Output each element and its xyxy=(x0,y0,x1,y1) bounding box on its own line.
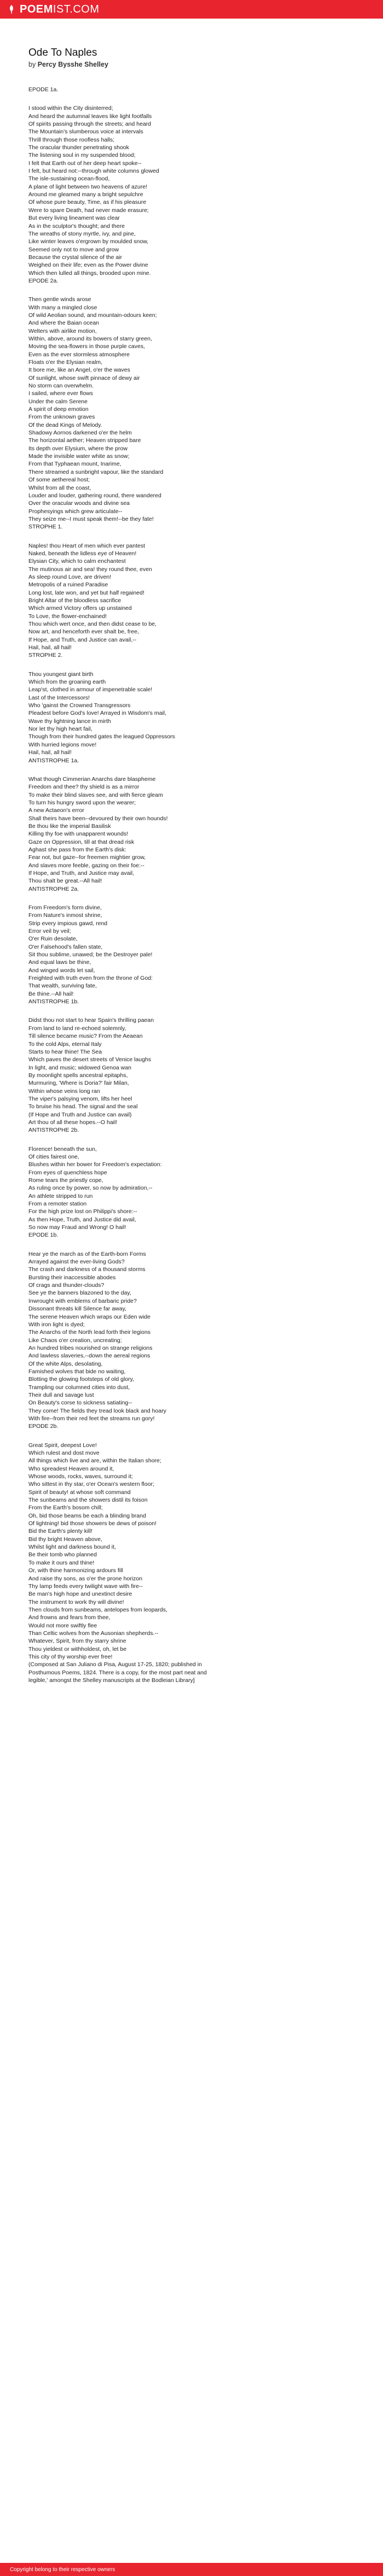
poem-line: Of some aethereal host; xyxy=(28,477,90,484)
poem-line: Elysian City, which to calm enchantest xyxy=(28,558,126,565)
poem-line: Naked, beneath the lidless eye of Heaven! xyxy=(28,550,137,557)
poem-line: Pleadest before God's love! Arrayed in Wisdom's mail, xyxy=(28,710,167,717)
poem-line: To bruise his head. The signal and the seal xyxy=(28,1103,138,1110)
poem-line: The crash and darkness of a thousand storms xyxy=(28,1266,146,1273)
poem-line: A new Actaeon's error xyxy=(28,807,84,814)
poem-line: From Nature's inmost shrine, xyxy=(28,912,102,919)
site-logo[interactable] xyxy=(7,3,100,16)
poem-line: Which rulest and dost move xyxy=(28,1450,100,1456)
poem-line: Of crags and thunder-clouds? xyxy=(28,1282,105,1289)
poem-line: Gaze on Oppression, till at that dread risk xyxy=(28,838,135,845)
main-content xyxy=(0,47,383,1684)
poem-line: Of lightning! bid those showers be dews of poison! xyxy=(28,1520,157,1527)
poem-section xyxy=(28,277,355,523)
poem-line: From eyes of quenchless hope xyxy=(28,1169,107,1176)
poem-line: Inwrought with emblems of barbaric pride? xyxy=(28,1297,137,1304)
poem-line: To Love, the flower-enchained! xyxy=(28,613,107,620)
poem-line: Nor let thy high heart fail, xyxy=(28,726,92,733)
poem-line: Around me gleamed many a bright sepulchre xyxy=(28,191,143,198)
poem-line: I sailed, where ever flows xyxy=(28,390,93,397)
poem-line: Be man's high hope and unextinct desire xyxy=(28,1591,132,1598)
poem-line: The mutinous air and sea! they round thee, even xyxy=(28,566,152,573)
poem-line: What though Cimmerian Anarchs dare blaspheme xyxy=(28,775,156,783)
poem-line: Murmuring, 'Where is Doria?' fair Milan, xyxy=(28,1080,129,1087)
poem-line: I felt, but heard not:--through white columns glowed xyxy=(28,168,159,175)
poem-line: Moving the sea-flowers in those purple caves, xyxy=(28,343,146,350)
poem-line: Prophesyings which grew articulate-- xyxy=(28,508,123,515)
poem-line: Because the crystal silence of the air xyxy=(28,254,123,261)
poem-line: Or, with thine harmonizing ardours fill xyxy=(28,1567,123,1574)
poem-line: Louder and louder, gathering round, there wandered xyxy=(28,492,161,499)
poem-line: Blotting the glowing footsteps of old glory, xyxy=(28,1376,135,1383)
poem-line: Thou youngest giant birth xyxy=(28,671,94,678)
poem-line: As then Hope, Truth, and Justice did avail, xyxy=(28,1216,136,1223)
poem-line: Though from their hundred gates the leagued Oppressors xyxy=(28,733,175,740)
poem-line: With hurried legions move! xyxy=(28,741,97,748)
poem-line: Under the calm Serene xyxy=(28,398,88,405)
poem-line: Till silence became music? From the Aeaean xyxy=(28,1033,143,1040)
poem-line: Posthumous Poems, 1824. There is a copy, for the most part neat and xyxy=(28,1669,207,1676)
poem-line: Sit thou sublime, unawed; be the Destroyer pale! xyxy=(28,951,153,958)
poem-line: Like winter leaves o'ergrown by moulded snow, xyxy=(28,238,149,245)
poem-body xyxy=(28,86,355,1684)
section-heading: STROPHE 1. xyxy=(28,524,63,531)
poem-line: To the cold Alps, eternal Italy xyxy=(28,1040,102,1048)
poem-line: Starts to hear thine! The Sea xyxy=(28,1048,102,1055)
poem-section xyxy=(28,757,355,885)
poem-line: Like Chaos o'er creation, uncreating; xyxy=(28,1337,122,1344)
poem-line: If Hope, and Truth, and Justice can avail,-- xyxy=(28,636,137,643)
poem-line: An hundred tribes nourished on strange religions xyxy=(28,1344,153,1351)
poem-line: I stood within the City disinterred; xyxy=(28,105,113,112)
poem-line: The Anarchs of the North lead forth their legions xyxy=(28,1329,150,1336)
poem-line: And lawless slaveries,--down the aereal regions xyxy=(28,1352,150,1360)
poem-line: Aghast she pass from the Earth's disk: xyxy=(28,846,126,853)
section-heading: ANTISTROPHE 2a. xyxy=(28,885,79,892)
poem-line: Bid the Earth's plenty kill! xyxy=(28,1528,92,1535)
poem-line: It bore me, like an Angel, o'er the waves xyxy=(28,367,130,374)
section-heading: STROPHE 2. xyxy=(28,652,63,659)
poem-line: Thrill through those roofless halls; xyxy=(28,136,114,143)
poem-line: Oh, bid those beams be each a blinding brand xyxy=(28,1512,146,1519)
poem-line: An athlete stripped to run xyxy=(28,1192,93,1199)
poem-line: Blushes within her bower for Freedom's expectation: xyxy=(28,1161,162,1168)
poem-line: Thy lamp feeds every twilight wave with fire-- xyxy=(28,1583,143,1590)
poem-line: Their dull and savage lust xyxy=(28,1391,94,1398)
poem-line: (Composed at San Juliano di Pisa, August 17-25, 1820; published in xyxy=(28,1661,202,1668)
poem-line: Who 'gainst the Crowned Transgressors xyxy=(28,702,131,709)
poem-line: Who spreadest Heaven around it, xyxy=(28,1465,114,1472)
poem-line: From that Typhaean mount, Inarime, xyxy=(28,461,121,468)
poem-line: From the unknown graves xyxy=(28,414,95,421)
poem-line: And raise thy sons, as o'er the prone horizon xyxy=(28,1575,143,1582)
feather-pen-icon xyxy=(7,4,16,14)
poem-line: Wave thy lightning lance in mirth xyxy=(28,717,111,725)
copyright-text: Copyright belong to their respective owners xyxy=(10,2566,115,2573)
poem-section xyxy=(28,998,355,1126)
section-heading: ANTISTROPHE 1b. xyxy=(28,998,79,1005)
footer xyxy=(0,2563,383,2576)
poem-line: Which paves the desert streets of Venice laughs xyxy=(28,1056,152,1063)
poem-section xyxy=(28,651,355,756)
poem-line: Long lost, late won, and yet but half regained! xyxy=(28,589,144,596)
poem-line: Trampling our columned cities into dust, xyxy=(28,1384,130,1391)
poem-byline xyxy=(28,61,355,68)
poem-line: The serene Heaven which wraps our Eden wide xyxy=(28,1313,150,1320)
poem-section xyxy=(28,86,355,277)
poem-line: Strip every impious gawd, rend xyxy=(28,920,108,927)
poem-line: A spirit of deep emotion xyxy=(28,406,89,413)
poem-line: Leap'st, clothed in armour of impenetrable scale! xyxy=(28,686,153,693)
poem-line: Would not more swiftly flee xyxy=(28,1622,97,1629)
poem-line: And frowns and fears from thee, xyxy=(28,1614,111,1621)
poem-line: The wreaths of stony myrtle, ivy, and pine, xyxy=(28,230,136,237)
poem-line: Of wild Aeolian sound, and mountain-odours keen; xyxy=(28,311,157,319)
poem-line: But every living lineament was clear xyxy=(28,215,120,222)
poem-line: As sleep round Love, are driven! xyxy=(28,573,112,580)
poem-line: The viper's palsying venom, lifts her heel xyxy=(28,1095,132,1102)
poem-line: Which then lulled all things, brooded upon mine. xyxy=(28,269,151,277)
poem-line: Of cities fairest one, xyxy=(28,1153,79,1160)
poem-line: To make it ours and thine! xyxy=(28,1559,95,1566)
top-bar xyxy=(0,0,383,19)
poem-line: A plane of light between two heavens of azure! xyxy=(28,183,148,190)
poem-line: With many a mingled close xyxy=(28,304,97,311)
poem-line: Dissonant threats kill Silence far away, xyxy=(28,1305,126,1313)
poem-line: Floats o'er the Elysian realm, xyxy=(28,359,103,366)
section-heading: ANTISTROPHE 1a. xyxy=(28,757,79,764)
poem-line: Its depth over Elysium, where the prow xyxy=(28,445,127,452)
poem-line: With fire--from their red feet the streams run gory! xyxy=(28,1415,155,1422)
poem-line: Hail, hail, all hail! xyxy=(28,644,72,651)
poem-line: They come! The fields they tread look black and hoary xyxy=(28,1407,166,1414)
poem-line: O'er Ruin desolate, xyxy=(28,936,78,943)
poem-line: Then clouds from sunbeams, antelopes from leopards, xyxy=(28,1606,167,1613)
poem-line: Within, above, around its bowers of starry green, xyxy=(28,335,152,342)
section-heading: EPODE 2b. xyxy=(28,1423,59,1430)
poem-line: Whatever, Spirit, from thy starry shrine xyxy=(28,1638,126,1645)
poem-line: By moonlight spells ancestral epitaphs, xyxy=(28,1072,128,1079)
poem-line: Of spirits passing through the streets; and heard xyxy=(28,121,152,128)
poem-line: To turn his hungry sword upon the wearer; xyxy=(28,799,136,806)
poem-line: Weighed on their life; even as the Power divine xyxy=(28,262,148,269)
poem-line: Shadowy Aornos darkened o'er the helm xyxy=(28,430,132,437)
poem-line: To make their blind slaves see, and with fierce gleam xyxy=(28,791,163,798)
poem-line: As in the sculptor's thought; and there xyxy=(28,222,125,230)
poem-line: Than Celtic wolves from the Ausonian shepherds.-- xyxy=(28,1630,159,1637)
poem-line: So now may Fraud and Wrong! O hail! xyxy=(28,1224,126,1231)
poem-line: legible,' amongst the Shelley manuscripts at the Bodleian Library] xyxy=(28,1677,195,1684)
poem-title: Ode To Naples xyxy=(28,47,97,58)
poem-line: Arrayed against the ever-living Gods? xyxy=(28,1258,125,1266)
poem-line: The listening soul in my suspended blood; xyxy=(28,152,136,159)
poem-line: Naples! thou Heart of men which ever pantest xyxy=(28,542,146,549)
poem-line: (If Hope and Truth and Justice can avail) xyxy=(28,1111,132,1118)
poem-line: Great Spirit, deepest Love! xyxy=(28,1442,97,1449)
poem-line: Whilst light and darkness bound it, xyxy=(28,1544,116,1551)
poem-line: In light, and music; widowed Genoa wan xyxy=(28,1064,131,1071)
logo-secondary: IST.COM xyxy=(53,3,100,15)
poem-line: Of the dead Kings of Melody. xyxy=(28,421,102,428)
poem-section xyxy=(28,1231,355,1422)
poem-line: From the Earth's bosom chill; xyxy=(28,1504,103,1512)
poem-line: Spirit of beauty! at whose soft command xyxy=(28,1489,131,1496)
poem-line: Over the oracular woods and divine sea xyxy=(28,500,130,507)
poem-line: Bright Altar of the bloodless sacrifice xyxy=(28,597,121,604)
author-link[interactable]: Percy Bysshe Shelley xyxy=(37,61,108,68)
poem-line: The horizontal aether; Heaven stripped bare xyxy=(28,437,141,444)
poem-line: Famished wolves that bide no waiting, xyxy=(28,1368,126,1375)
poem-section xyxy=(28,885,355,998)
poem-line: Seemed only not to move and grow xyxy=(28,246,119,253)
poem-line: I felt that Earth out of her deep heart spoke-- xyxy=(28,160,142,167)
poem-line: There streamed a sunbright vapour, like the standard xyxy=(28,468,164,475)
poem-line: Thou yieldest or withholdest, oh, let be xyxy=(28,1645,127,1652)
poem-line: The oracular thunder penetrating shook xyxy=(28,144,129,151)
byline-prefix: by xyxy=(28,61,36,68)
poem-section xyxy=(28,523,355,651)
poem-line: They seize me--I must speak them!--be they fate! xyxy=(28,515,154,522)
section-heading: EPODE 1b. xyxy=(28,1232,59,1239)
poem-line: And where the Baian ocean xyxy=(28,320,100,327)
poem-line: Killing thy foe with unapparent wounds! xyxy=(28,831,129,838)
poem-line: Made the invisible water white as snow; xyxy=(28,453,130,460)
poem-line: On Beauty's corse to sickness satiating-- xyxy=(28,1399,132,1407)
poem-line: Hear ye the march as of the Earth-born Forms xyxy=(28,1250,146,1257)
poem-line: And equal laws be thine, xyxy=(28,959,91,966)
poem-line: All things which live and are, within the Italian shore; xyxy=(28,1457,161,1465)
poem-line: Whilst from all the coast, xyxy=(28,484,91,491)
poem-line: From land to land re-echoed solemnly, xyxy=(28,1025,126,1032)
poem-line: Freedom and thee? thy shield is as a mirror xyxy=(28,784,140,791)
poem-line: Who sittest in thy star, o'er Ocean's western floor; xyxy=(28,1481,154,1488)
poem-line: The isle-sustaining ocean-flood, xyxy=(28,175,110,183)
poem-line: That wealth, surviving fate, xyxy=(28,983,97,990)
poem-line: With iron light is dyed; xyxy=(28,1321,85,1328)
section-heading: EPODE 2a. xyxy=(28,277,59,284)
poem-line: This city of thy worship ever free! xyxy=(28,1653,113,1660)
poem-line: From a remoter station xyxy=(28,1201,87,1208)
poem-line: Florence! beneath the sun, xyxy=(28,1145,97,1152)
poem-line: Thou which wert once, and then didst cease to be, xyxy=(28,621,157,627)
poem-line: See ye the banners blazoned to the day, xyxy=(28,1290,131,1297)
logo-primary: POEM xyxy=(20,3,53,15)
poem-line: Then gentle winds arose xyxy=(28,296,91,303)
poem-section xyxy=(28,1422,355,1684)
poem-line: O'er Falsehood's fallen state, xyxy=(28,943,103,950)
poem-line: Bursting their inaccessible abodes xyxy=(28,1274,116,1281)
poem-line: The instrument to work thy will divine! xyxy=(28,1598,124,1605)
poem-line: Be their tomb who planned xyxy=(28,1551,97,1558)
poem-line: No storm can overwhelm. xyxy=(28,383,94,390)
poem-line: Freighted with truth even from the throne of God: xyxy=(28,975,153,982)
poem-line: Were to spare Death, had never made erasure; xyxy=(28,207,149,214)
poem-line: Last of the Intercessors! xyxy=(28,694,90,701)
section-heading: EPODE 1a. xyxy=(28,86,59,93)
poem-line: And slaves more feeble, gazing on their foe:-- xyxy=(28,862,144,869)
poem-section xyxy=(28,1126,355,1231)
poem-line: And winged words let sail, xyxy=(28,967,95,974)
poem-line: Shall theirs have been--devoured by their own hounds! xyxy=(28,815,168,822)
poem-line: Of whose pure beauty, Time, as if his pleasure xyxy=(28,199,147,206)
poem-line: Which armed Victory offers up unstained xyxy=(28,605,132,612)
poem-line: Rome tears the priestly cope, xyxy=(28,1177,103,1184)
poem-line: Fear not, but gaze--for freemen mightier grow, xyxy=(28,854,146,861)
poem-line: Now art, and henceforth ever shalt be, free, xyxy=(28,628,139,636)
poem-line: For the high prize lost on Philippi's shore:-- xyxy=(28,1208,137,1215)
poem-line: Error veil by veil; xyxy=(28,928,71,935)
poem-line: Art thou of all these hopes.--O hail! xyxy=(28,1119,118,1126)
poem-line: Thou shalt be great.--All hail! xyxy=(28,878,102,885)
poem-line: And heard the autumnal leaves like light footfalls xyxy=(28,113,152,120)
section-heading: ANTISTROPHE 2b. xyxy=(28,1127,79,1134)
poem-line: Hail, hail, all hail! xyxy=(28,749,72,756)
poem-line: As ruling once by power, so now by admiration,-- xyxy=(28,1185,153,1192)
poem-line: If Hope, and Truth, and Justice may avail, xyxy=(28,869,135,877)
poem-line: From Freedom's form divine, xyxy=(28,904,102,911)
poem-line: Whose woods, rocks, waves, surround it; xyxy=(28,1473,133,1480)
poem-line: Of the white Alps, desolating, xyxy=(28,1360,103,1367)
poem-line: Welters with airlike motion, xyxy=(28,327,97,334)
poem-line: Of sunlight, whose swift pinnace of dewy air xyxy=(28,374,140,381)
poem-line: Which from the groaning earth xyxy=(28,679,106,686)
poem-line: Be thou like the imperial Basilisk xyxy=(28,822,111,830)
poem-line: Bid thy bright Heaven above, xyxy=(28,1536,102,1543)
poem-line: Be thine.--All hail! xyxy=(28,990,74,997)
poem-line: Didst thou not start to hear Spain's thrilling paean xyxy=(28,1017,154,1024)
poem-line: Even as the ever stormless atmosphere xyxy=(28,351,130,358)
poem-line: The Mountain's slumberous voice at intervals xyxy=(28,128,143,136)
poem-line: Metropolis of a ruined Paradise xyxy=(28,581,108,589)
poem-line: Within whose veins long ran xyxy=(28,1087,100,1095)
poem-line: The sunbeams and the showers distil its foison xyxy=(28,1497,148,1504)
